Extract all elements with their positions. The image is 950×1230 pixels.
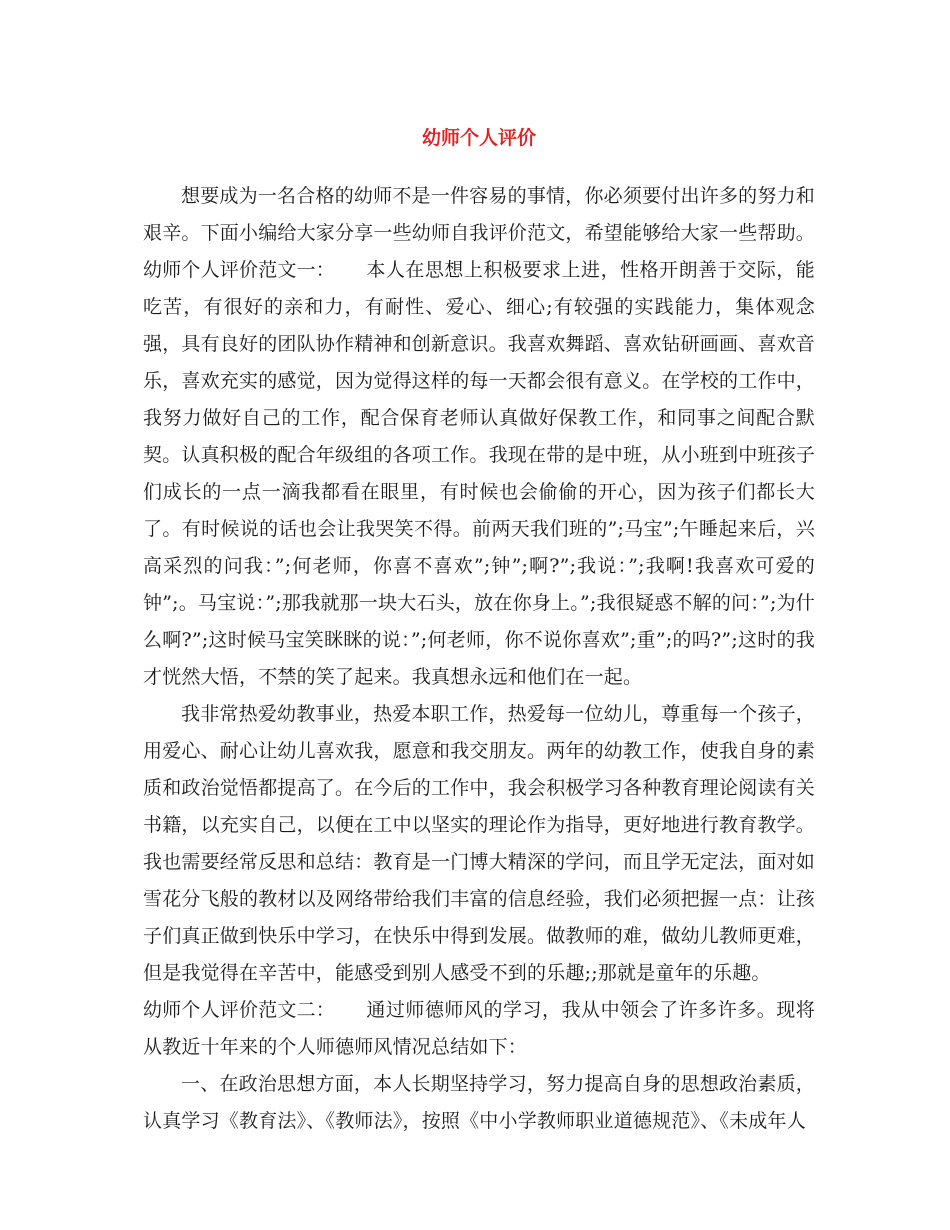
sample-one-text: 本人在思想上积极要求上进，性格开朗善于交际，能吃苦，有很好的亲和力，有耐性、爱心、细心;有较强的实践能力，集体观念强，具有良好的团队协作精神和创新意识。我喜欢舞蹈、喜欢钻研画画、喜欢音乐，喜欢充实的感觉，因为觉得这样的每一天都会很有意义。在学校的工作中，我努力做好自己的工作，配合保育老师认真做好保教工作，和同事之间配合默契。认真积极的配合年级组的各项工作。我现在带的是中班，从小班到中班孩子们成长的一点一滴我都看在眼里，有时候也会偷偷的开心，因为孩子们都长大了。有时候说的话也会让我哭笑不得。前两天我们班的”;马宝”;午睡起来后，兴高采烈的问我：”;何老师，你喜不喜欢”;钟”;啊?”;我说：”;我啊!我喜欢可爱的钟”;。马宝说：”;那我就那一块大石头，放在你身上。”;我很疑惑不解的问：”;为什么啊?”;这时候马宝笑眯眯的说：”;何老师，你不说你喜欢”;重”;的吗?”;这时的我才恍然大悟，不禁的笑了起来。我真想永远和他们在一起。 bbox=[143, 259, 816, 688]
intro-paragraph: 想要成为一名合格的幼师不是一件容易的事情，你必须要付出许多的努力和艰辛。下面小编给大家分享一些幼师自我评价范文，希望能够给大家一些帮助。 bbox=[143, 185, 816, 244]
sample-two-text: 通过师德师风的学习，我从中领会了许多许多。现将从教近十年来的个人师德师风情况总结如下： bbox=[143, 999, 815, 1058]
sample-one-label: 幼师个人评价范文一： bbox=[143, 259, 336, 281]
sample-one-second-paragraph: 我非常热爱幼教事业，热爱本职工作，热爱每一位幼儿，尊重每一个孩子，用爱心、耐心让幼儿喜欢我，愿意和我交朋友。两年的幼教工作，使我自身的素质和政治觉悟都提高了。在今后的工作中，我会积极学习各种教育理论阅读有关书籍，以充实自己，以便在工中以坚实的理论作为指导，更好地进行教育教学。我也需要经常反思和总结：教育是一门博大精深的学问，而且学无定法，面对如雪花分飞般的教材以及网络带给我们丰富的信息经验，我们必须把握一点：让孩子们真正做到快乐中学习，在快乐中得到发展。做教师的难，做幼儿教师更难，但是我觉得在辛苦中，能感受到别人感受不到的乐趣;;那就是童年的乐趣。 bbox=[143, 703, 816, 984]
sample-two-label: 幼师个人评价范文二： bbox=[143, 999, 336, 1021]
sample-two-paragraph bbox=[143, 992, 815, 1066]
sample-one-paragraph bbox=[143, 252, 815, 696]
document-body bbox=[143, 178, 815, 1140]
sample-two-point-one: 一、在政治思想方面，本人长期坚持学习，努力提高自身的思想政治素质，认真学习《教育法》、《教师法》，按照《中小学教师职业道德规范》、《未成年人 bbox=[143, 1073, 815, 1132]
document-title: 幼师个人评价 bbox=[421, 127, 536, 149]
